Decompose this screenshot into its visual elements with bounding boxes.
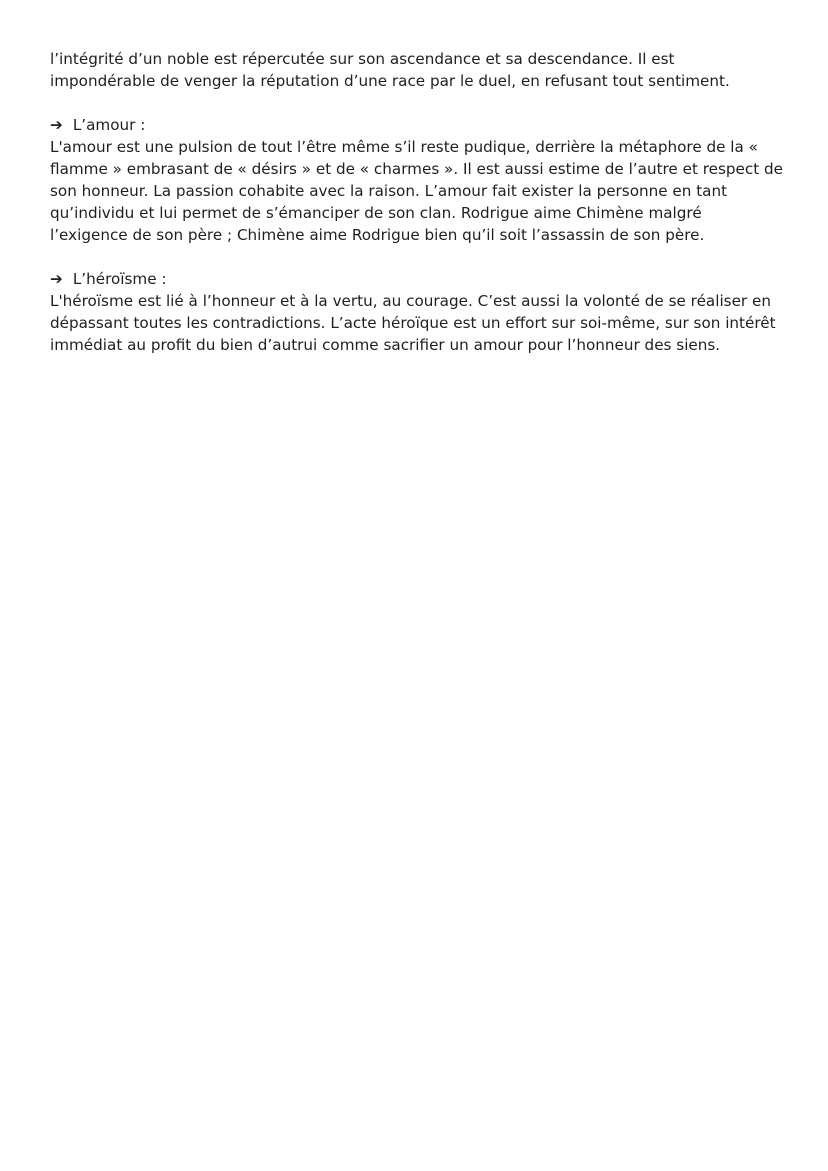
text-line: impondérable de venger la réputation d’une race par le duel, en refusant tout sentiment. — [50, 72, 730, 90]
arrow-right-icon: ➔ — [50, 270, 63, 288]
text-line: flamme » embrasant de « désirs » et de « charmes ». Il est aussi estime de l’autre et respect de — [50, 160, 783, 178]
section-paragraph — [50, 290, 775, 356]
text-line: dépassant toutes les contradictions. L’acte héroïque est un effort sur soi-même, sur son intérêt — [50, 314, 776, 332]
text-line: qu’individu et lui permet de s’émanciper de son clan. Rodrigue aime Chimène malgré — [50, 204, 702, 222]
intro-paragraph — [50, 48, 775, 92]
text-line: l’exigence de son père ; Chimène aime Rodrigue bien qu’il soit l’assassin de son père. — [50, 226, 705, 244]
section-amour — [50, 114, 783, 246]
text-line: immédiat au profit du bien d’autrui comme sacrifier un amour pour l’honneur des siens. — [50, 336, 721, 354]
section-paragraph — [50, 136, 783, 246]
text-line: L'héroïsme est lié à l’honneur et à la vertu, au courage. C’est aussi la volonté de se réaliser en — [50, 292, 771, 310]
section-title: L’héroïsme : — [72, 270, 167, 288]
section-heading — [50, 268, 775, 290]
arrow-right-icon: ➔ — [50, 116, 63, 134]
section-title: L’amour : — [72, 116, 146, 134]
text-line: l’intégrité d’un noble est répercutée sur son ascendance et sa descendance. Il est — [50, 50, 675, 68]
text-line: son honneur. La passion cohabite avec la raison. L’amour fait exister la personne en tant — [50, 182, 728, 200]
text-line: L'amour est une pulsion de tout l’être même s’il reste pudique, derrière la métaphore de la « — [50, 138, 758, 156]
section-heading — [50, 114, 775, 136]
section-heroisme — [50, 268, 775, 356]
document-page — [50, 48, 783, 356]
